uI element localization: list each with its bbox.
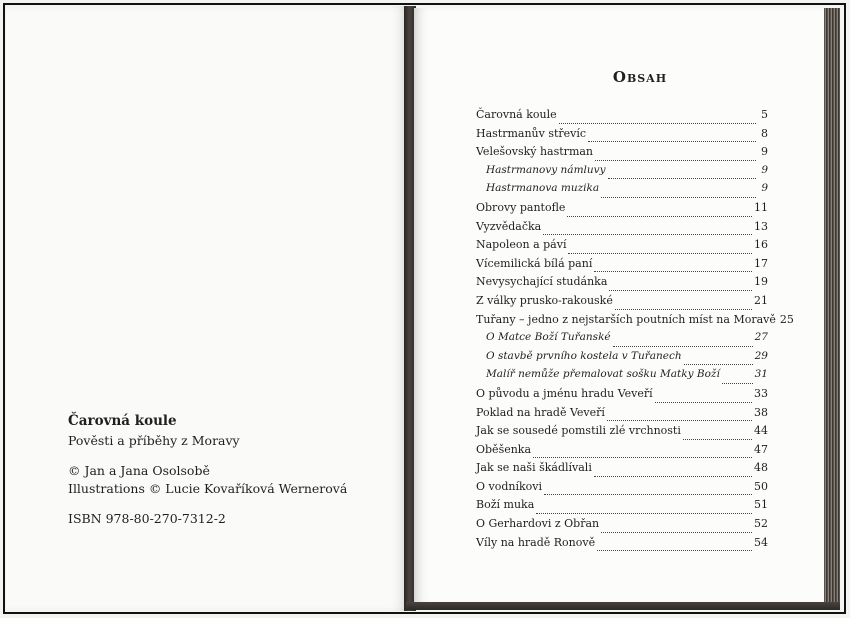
imprint-block (68, 412, 347, 528)
author-copyright: © Jan a Jana Osolsobě (68, 462, 210, 478)
bottom-page-edges (406, 602, 840, 610)
toc-subentry: Hastrmanovy námluvy 9 (476, 164, 768, 183)
toc-entry: O Gerhardovi z Obřan 52 (476, 517, 768, 536)
toc-entry: Nevysychající studánka 19 (476, 275, 768, 294)
toc-subentry: Malíř nemůže přemalovat sošku Matky Boží 31 (476, 368, 768, 387)
illustrations-credit: Illustrations © Lucie Kovaříková Wernerová (68, 480, 348, 496)
toc-entry: Boží muka 51 (476, 498, 768, 517)
toc-entry: Hastrmanův střevíc 8 (476, 127, 768, 146)
toc-entry: Jak se naši škádlívali 48 (476, 461, 768, 480)
toc-entry: O vodníkovi 50 (476, 480, 768, 499)
isbn: ISBN 978-80-270-7312-2 (68, 510, 226, 526)
toc-subentry: Hastrmanova muzika 9 (476, 182, 768, 201)
toc-entry: Napoleon a páví 16 (476, 238, 768, 257)
toc-entry: O původu a jménu hradu Veveří 33 (476, 387, 768, 406)
book-subtitle: Pověsti a příběhy z Moravy (68, 432, 240, 448)
toc-entry: Z války prusko-rakouské 21 (476, 294, 768, 313)
page-edges (824, 8, 840, 608)
toc-entry: Víly na hradě Ronově 54 (476, 536, 768, 555)
book-title: Čarovná koule (68, 413, 177, 429)
toc-entry: Čarovná koule 5 (476, 108, 768, 127)
toc-entry: Poklad na hradě Veveří 38 (476, 406, 768, 425)
toc-entry: Obrovy pantofle 11 (476, 201, 768, 220)
toc-entry: Velešovský hastrman 9 (476, 145, 768, 164)
toc-entry: Oběšenka 47 (476, 443, 768, 462)
table-of-contents (476, 108, 794, 554)
toc-entry: Vícemilická bílá paní 17 (476, 257, 768, 276)
toc-entry: Tuřany – jedno z nejstarších poutních míst na Moravě 25 (476, 312, 794, 326)
toc-heading: Obsah (612, 68, 668, 86)
toc-subentry: O stavbě prvního kostela v Tuřanech 29 (476, 350, 768, 369)
toc-entry: Jak se sousedé pomstili zlé vrchnosti 44 (476, 424, 768, 443)
toc-entry: Vyzvědačka 13 (476, 220, 768, 239)
toc-subentry: O Matce Boží Tuřanské 27 (476, 331, 768, 350)
